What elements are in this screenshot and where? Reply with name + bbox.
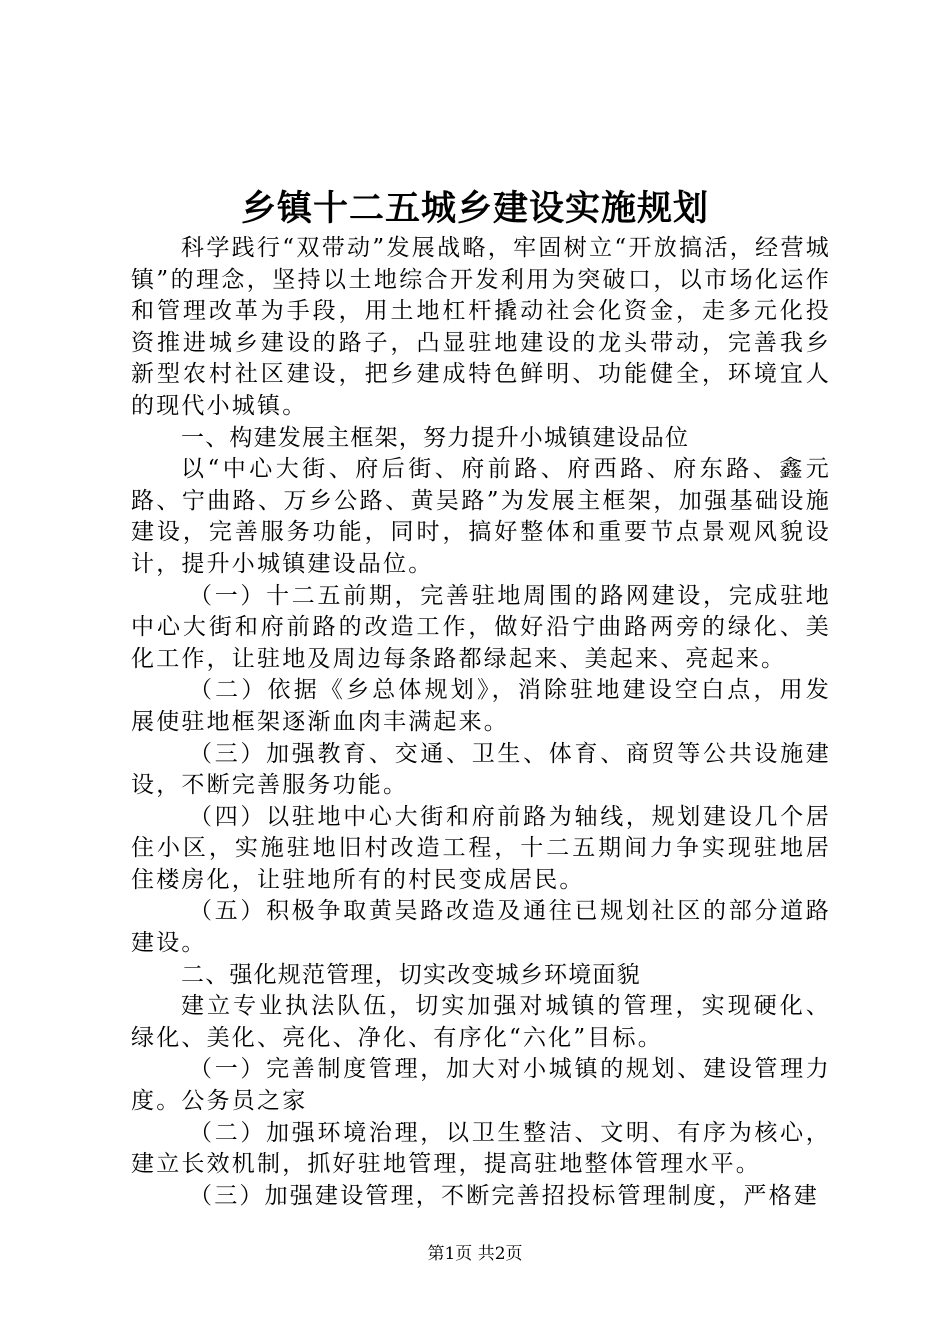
subitem-1-3: （三）加强教育、交通、卫生、体育、商贸等公共设施建设，不断完善服务功能。 xyxy=(131,740,831,799)
paragraph-intro: 科学践行“双带动”发展战略，牢固树立“开放搞活，经营城镇”的理念，坚持以土地综合开发利用为突破口，以市场化运作和管理改革为手段，用土地杠杆撬动社会化资金，走多元化投资推进城乡建设的路子，凸显驻地建设的龙头带动，完善我乡新型农村社区建设，把乡建成特色鲜明、功能健全，环境宜人的现代小城镇。 xyxy=(131,235,831,419)
document-body xyxy=(131,233,831,1212)
page-footer: 第1页 共2页 xyxy=(427,1244,523,1264)
paragraph-section-1: 以“中心大街、府后街、府前路、府西路、府东路、鑫元路、宁曲路、万乡公路、黄吴路”为发展主框架，加强基础设施建设，完善服务功能，同时，搞好整体和重要节点景观风貌设计，提升小城镇建设品位。 xyxy=(131,456,831,577)
subitem-2-1: （一）完善制度管理，加大对小城镇的规划、建设管理力度。公务员之家 xyxy=(131,1056,831,1115)
document-title: 乡镇十二五城乡建设实施规划 xyxy=(240,188,709,229)
subitem-2-2: （二）加强环境治理，以卫生整洁、文明、有序为核心，建立长效机制，抓好驻地管理，提高驻地整体管理水平。 xyxy=(131,1119,831,1178)
subitem-1-5: （五）积极争取黄吴路改造及通往已规划社区的部分道路建设。 xyxy=(131,898,831,957)
subitem-2-3: （三）加强建设管理，不断完善招投标管理制度，严格建 xyxy=(189,1182,819,1209)
section-heading-2: 二、强化规范管理，切实改变城乡环境面貌 xyxy=(181,961,641,988)
subitem-1-4: （四）以驻地中心大街和府前路为轴线，规划建设几个居住小区，实施驻地旧村改造工程，十二五期间力争实现驻地居住楼房化，让驻地所有的村民变成居民。 xyxy=(131,803,831,893)
section-heading-1: 一、构建发展主框架，努力提升小城镇建设品位 xyxy=(181,424,690,451)
paragraph-section-2: 建立专业执法队伍，切实加强对城镇的管理，实现硬化、绿化、美化、亮化、净化、有序化“六化”目标。 xyxy=(131,993,831,1051)
subitem-1-1: （一）十二五前期，完善驻地周围的路网建设，完成驻地中心大街和府前路的改造工作，做好沿宁曲路两旁的绿化、美化工作，让驻地及周边每条路都绿起来、美起来、亮起来。 xyxy=(131,582,831,672)
subitem-1-2: （二）依据《乡总体规划》，消除驻地建设空白点，用发展使驻地框架逐渐血肉丰满起来。 xyxy=(131,677,831,735)
